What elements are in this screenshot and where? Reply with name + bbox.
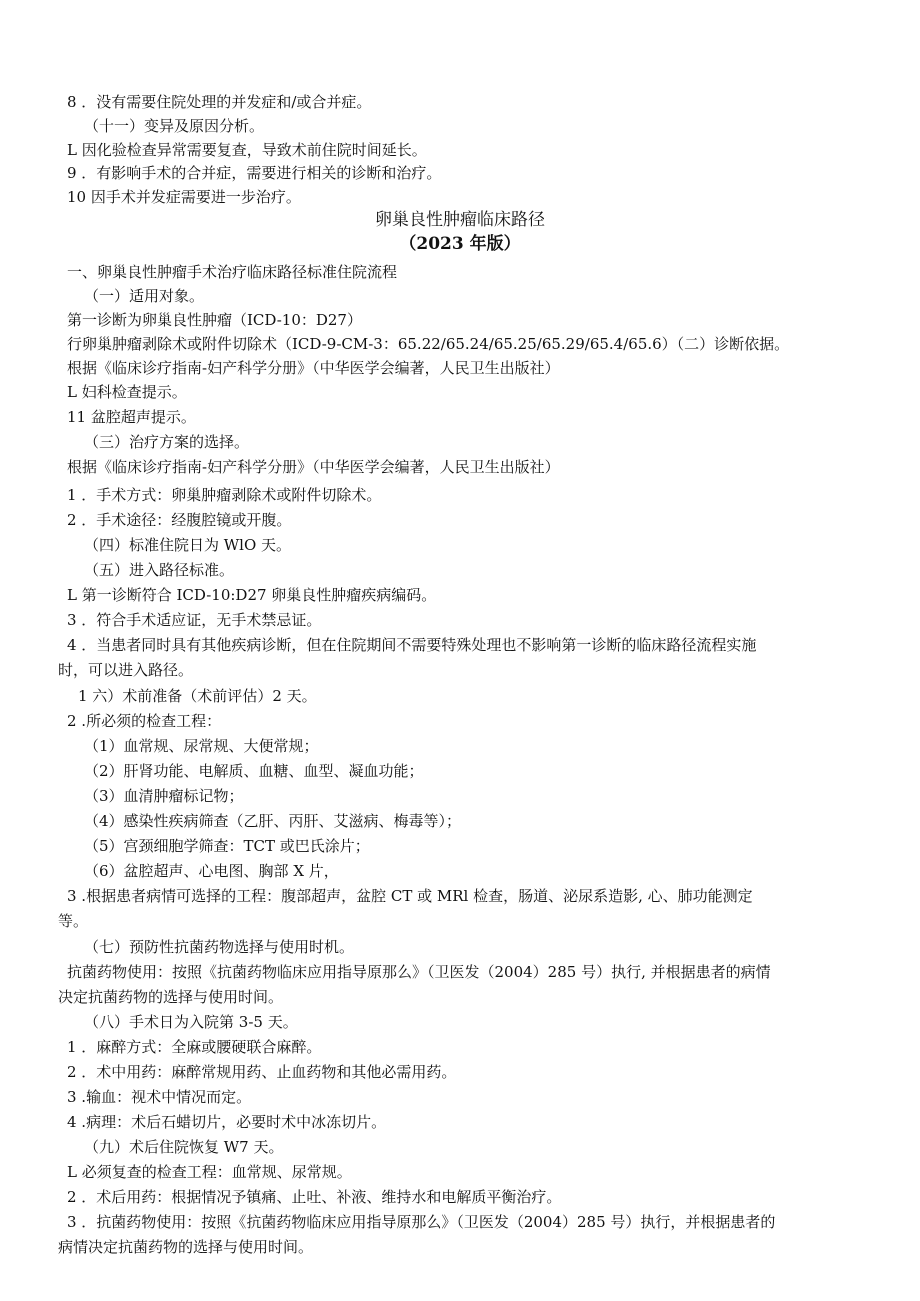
- text-line: 第一诊断为卵巢良性肿瘤（ICD-10：D27）: [67, 311, 362, 329]
- text-line: 1 ．手术方式：卵巢肿瘤剥除术或附件切除术。: [67, 486, 382, 504]
- subsection-heading: （八）手术日为入院第 3-5 天。: [84, 1013, 298, 1031]
- text-line: 3 .根据患者病情可选择的工程：腹部超声，盆腔 CT 或 MRl 检查，肠道、泌尿系造影, 心、肺功能测定: [67, 887, 753, 905]
- text-line: 根据《临床诊疗指南-妇产科学分册》（中华医学会编著，人民卫生出版社）: [67, 458, 560, 476]
- text-line: 根据《临床诊疗指南-妇产科学分册》（中华医学会编著，人民卫生出版社）: [67, 359, 560, 377]
- text-line: 抗菌药物使用：按照《抗菌药物临床应用指导原那么》（卫医发（2004）285 号）执行, 并根据患者的病情: [67, 963, 771, 981]
- list-item: （3）血清肿瘤标记物；: [84, 787, 244, 805]
- text-line: 3 ．符合手术适应证，无手术禁忌证。: [67, 611, 322, 629]
- subsection-heading: （五）进入路径标准。: [84, 561, 235, 579]
- text-line: 行卵巢肿瘤剥除术或附件切除术（ICD-9-CM-3：65.22/65.24/65.25/65.29/65.4/65.6）（二）诊断依据。: [67, 335, 790, 353]
- text-line: 3 .输血：视术中情况而定。: [67, 1088, 252, 1106]
- text-line: 决定抗菌药物的选择与使用时间。: [58, 988, 284, 1006]
- text-line: L 第一诊断符合 ICD-10:D27 卵巢良性肿瘤疾病编码。: [67, 586, 437, 604]
- document-title: 卵巢良性肿瘤临床路径: [375, 210, 545, 230]
- text-line: 4 .病理：术后石蜡切片，必要时术中冰冻切片。: [67, 1113, 387, 1131]
- text-line: L 妇科检查提示。: [67, 383, 187, 401]
- text-line: 9 ．有影响手术的合并症，需要进行相关的诊断和治疗。: [67, 164, 442, 182]
- text-line: 3 ．抗菌药物使用：按照《抗菌药物临床应用指导原那么》（卫医发（2004）285 号）执行，并根据患者的: [67, 1213, 776, 1231]
- list-item: （6）盆腔超声、心电图、胸部 X 片，: [84, 862, 339, 880]
- text-line: 等。: [58, 912, 89, 930]
- text-line: 2 ．手术途径：经腹腔镜或开腹。: [67, 511, 292, 529]
- text-line: 病情决定抗菌药物的选择与使用时间。: [58, 1238, 314, 1256]
- text-line: 2 .所必须的检查工程：: [67, 712, 222, 730]
- text-line: 4 ．当患者同时具有其他疾病诊断，但在住院期间不需要特殊处理也不影响第一诊断的临床路径流程实施: [67, 636, 757, 654]
- text-line: 2 ．术中用药：麻醉常规用药、止血药物和其他必需用药。: [67, 1063, 457, 1081]
- text-line: L 必须复查的检查工程：血常规、尿常规。: [67, 1163, 352, 1181]
- section-heading: 一、卵巢良性肿瘤手术治疗临床路径标准住院流程: [67, 263, 398, 281]
- subsection-heading: （七）预防性抗菌药物选择与使用时机。: [84, 938, 355, 956]
- text-line: 10 因手术并发症需要进一步治疗。: [67, 188, 301, 206]
- text-line: 11 盆腔超声提示。: [67, 408, 196, 426]
- text-line: （十一）变异及原因分析。: [84, 117, 265, 135]
- subsection-heading: 1 六）术前准备（术前评估）2 天。: [78, 687, 317, 705]
- subsection-heading: （三）治疗方案的选择。: [84, 433, 250, 451]
- text-line: 2 ．术后用药：根据情况予镇痛、止吐、补液、维持水和电解质平衡治疗。: [67, 1188, 562, 1206]
- subsection-heading: （九）术后住院恢复 W7 天。: [84, 1138, 284, 1156]
- list-item: （4）感染性疾病筛查（乙肝、丙肝、艾滋病、梅毒等）；: [84, 812, 462, 830]
- subsection-heading: （一）适用对象。: [84, 287, 205, 305]
- text-line: 时，可以进入路径。: [58, 661, 194, 679]
- text-line: 1 ．麻醉方式：全麻或腰硬联合麻醉。: [67, 1038, 322, 1056]
- document-subtitle: （2023 年版）: [399, 234, 521, 254]
- list-item: （1）血常规、尿常规、大便常规；: [84, 737, 319, 755]
- text-line: 8 ．没有需要住院处理的并发症和/或合并症。: [67, 93, 372, 111]
- list-item: （5）宫颈细胞学筛查：TCT 或巴氏涂片；: [84, 837, 370, 855]
- subsection-heading: （四）标准住院日为 WlO 天。: [84, 536, 292, 554]
- text-line: L 因化验检查异常需要复查，导致术前住院时间延长。: [67, 141, 427, 159]
- list-item: （2）肝肾功能、电解质、血糖、血型、凝血功能；: [84, 762, 424, 780]
